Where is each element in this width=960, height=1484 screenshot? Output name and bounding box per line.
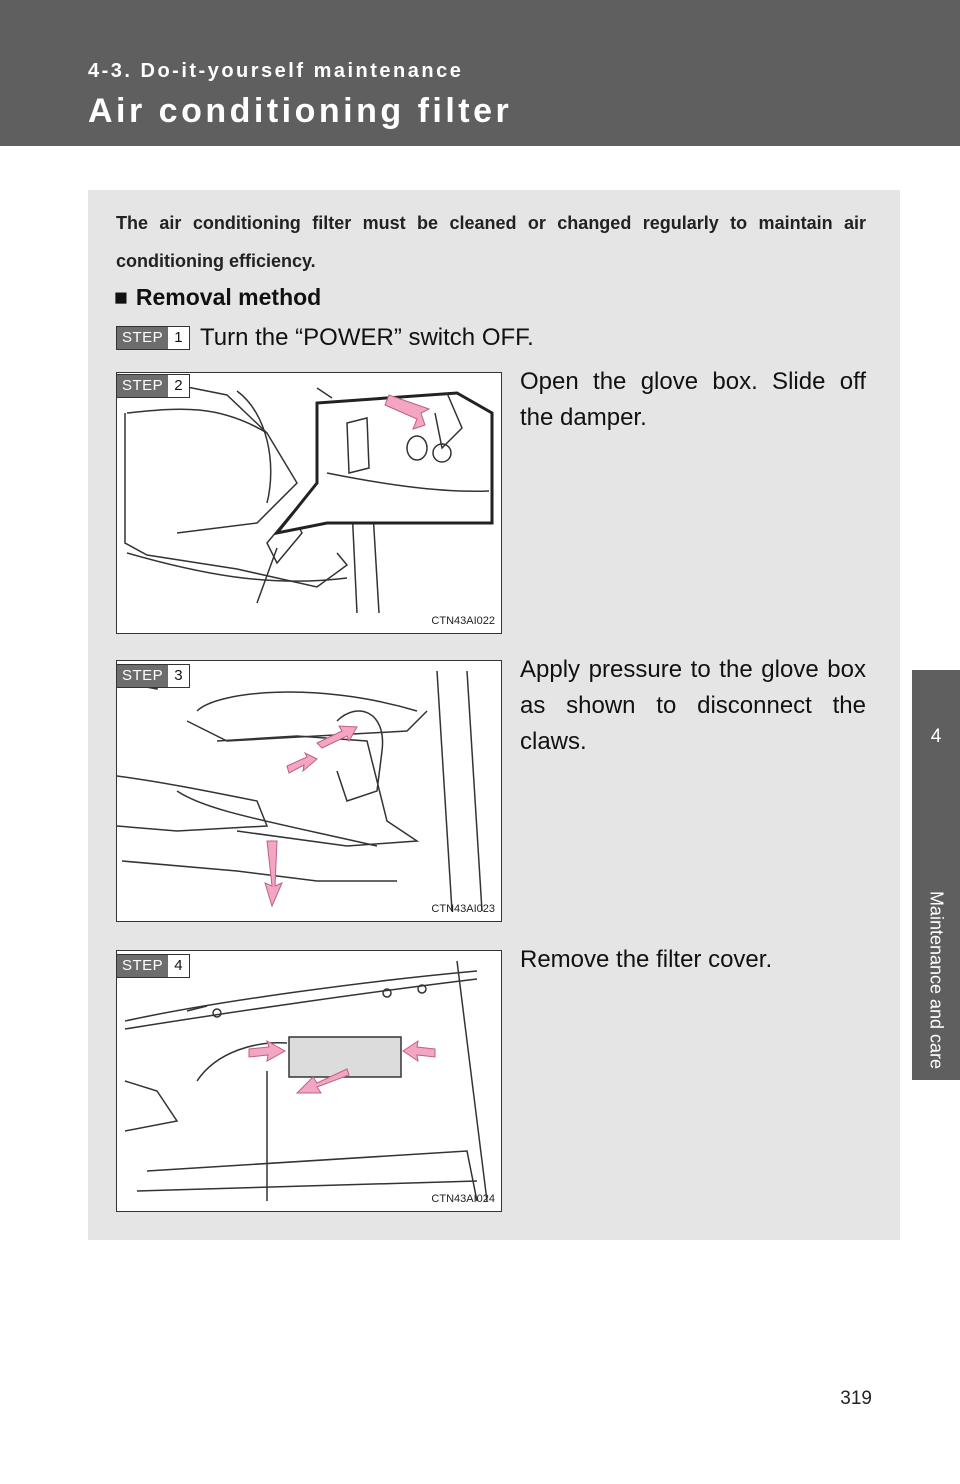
step-1-badge: STEP 1 — [116, 326, 190, 350]
chapter-tab-label: Maintenance and care — [926, 890, 947, 1070]
figure-code: CTN43AI024 — [431, 1193, 495, 1205]
intro-paragraph: The air conditioning filter must be cleaned or changed regularly to maintain air conditioning efficiency. — [116, 213, 866, 271]
page-header — [0, 0, 960, 146]
filter-cover-drawing — [117, 951, 501, 1211]
step-3-illustration — [116, 660, 502, 922]
page-number: 319 — [840, 1388, 872, 1409]
step-2-illustration — [116, 372, 502, 634]
removal-method-heading — [114, 284, 321, 311]
glove-box-claws-drawing — [117, 661, 501, 921]
step-4-illustration — [116, 950, 502, 1212]
page-title: Air conditioning filter — [88, 92, 513, 130]
step-1-text: Turn the “POWER” switch OFF. — [200, 324, 534, 351]
step-4-badge: STEP 4 — [116, 954, 190, 978]
square-bullet-icon: ■ — [114, 284, 128, 310]
glove-box-damper-drawing — [117, 373, 501, 633]
step-2-badge: STEP 2 — [116, 374, 190, 398]
step-2-text: Open the glove box. Slide off the damper. — [520, 368, 866, 431]
step-3-badge: STEP 3 — [116, 664, 190, 688]
figure-code: CTN43AI022 — [431, 615, 495, 627]
step-3-text: Apply pressure to the glove box as shown to disconnect the claws. — [520, 656, 866, 755]
chapter-tab[interactable] — [912, 670, 960, 1080]
figure-code: CTN43AI023 — [431, 903, 495, 915]
chapter-tab-number: 4 — [930, 726, 942, 747]
section-label: 4-3. Do-it-yourself maintenance — [88, 60, 464, 82]
step-4-text: Remove the filter cover. — [520, 946, 773, 973]
subheading-text: Removal method — [135, 284, 322, 310]
